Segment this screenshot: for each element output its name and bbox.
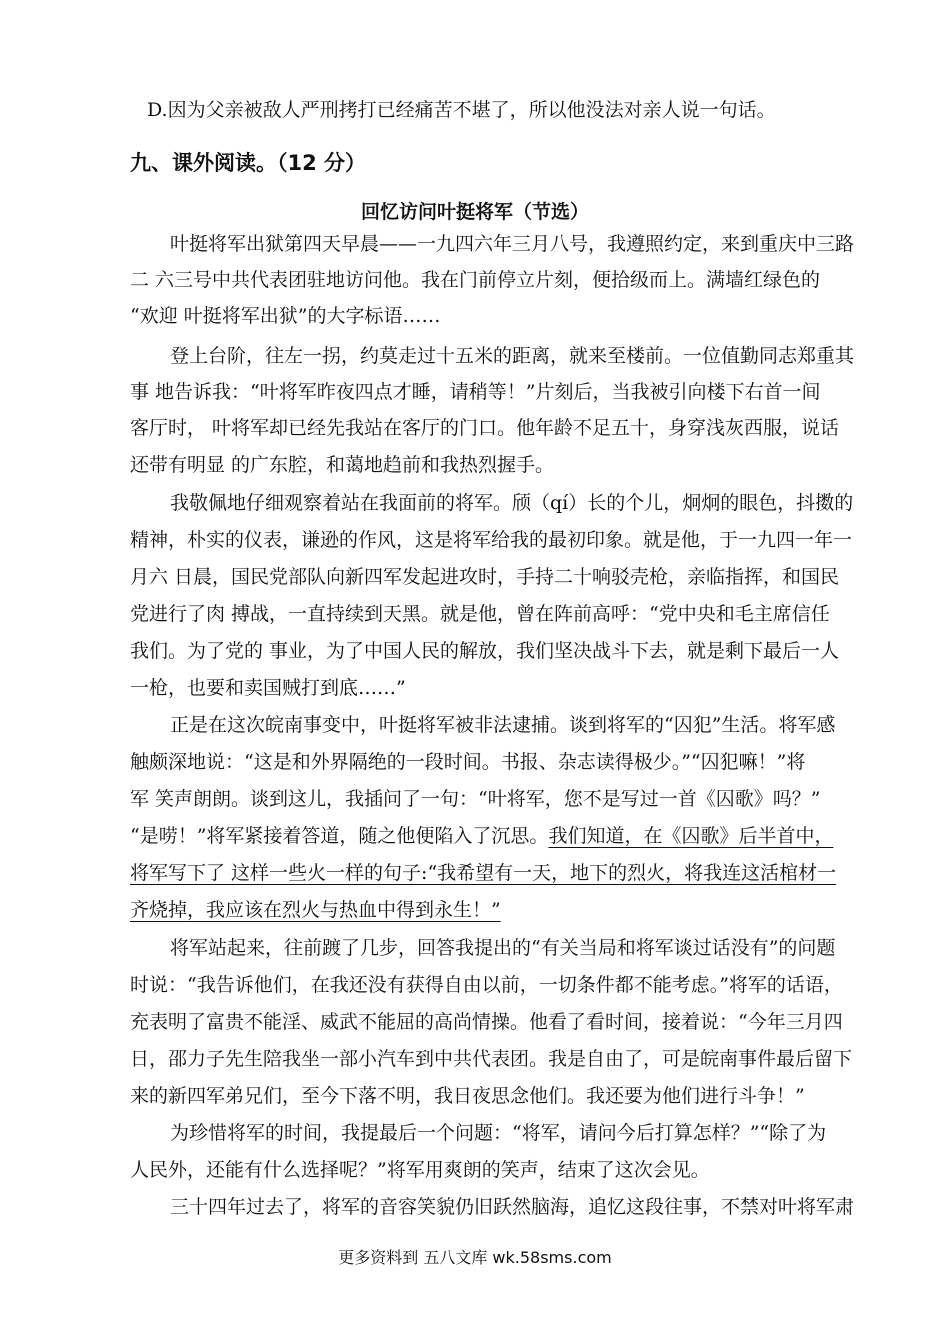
text-line: 我敬佩地仔细观察着站在我面前的将军。颀（qí）长的个儿，炯炯的眼色，抖擞的 (170, 492, 854, 514)
text-line: 一枪，也要和卖国贼打到底……” (130, 677, 406, 699)
text-line: 触颇深地说：“这是和外界隔绝的一段时间。书报、杂志读得极少。”“囚犯嘛！”将 (130, 751, 806, 773)
text-line: 叶挺将军出狱第四天早晨——一九四六年三月八号，我遵照约定，来到重庆中三路 (170, 233, 855, 255)
text-line: 将军站起来，往前踱了几步，回答我提出的“有关当局和将军谈过话没有”的问题 (170, 937, 836, 959)
text-line: 党进行了肉 搏战，一直持续到天黑。就是他，曾在阵前高呼：“党中央和毛主席信任 (130, 603, 830, 625)
text-line: “欢迎 叶挺将军出狱”的大字标语…… (130, 305, 441, 327)
footer-text: 更多资料到 五八文库 wk.58sms.com (338, 1248, 612, 1267)
text-line: 人民外，还能有什么选择呢？”将军用爽朗的笑声，结束了这次会见。 (130, 1159, 710, 1181)
text-line: 充表明了富贵不能淫、威武不能屈的高尚情操。他看了看时间，接着说：“今年三月四 (130, 1011, 843, 1033)
text-line: 精神，朴实的仪表，谦逊的作风，这是将军给我的最初印象。就是他，于一九四一年一 (130, 529, 853, 551)
underlined-sentence: 我们知道，在《囚歌》后半首中， (548, 825, 834, 847)
text-line: 正是在这次皖南事变中，叶挺将军被非法逮捕。谈到将军的“囚犯”生活。将军感 (170, 714, 836, 736)
underlined-sentence: 齐烧掉，我应该在烈火与热血中得到永生！” (130, 899, 501, 921)
text-line: 登上台阶，往左一拐，约莫走过十五米的距离，就来至楼前。一位值勤同志郑重其 (170, 345, 855, 367)
text-line: 时说：“我告诉他们，在我还没有获得自由以前，一切条件都不能考虑。”将军的话语， (130, 974, 843, 996)
text-line: 事 地告诉我：“叶将军昨夜四点才睡，请稍等！”片刻后，当我被引向楼下右首一间 (130, 381, 821, 403)
text-line: 我们。为了党的 事业，为了中国人民的解放，我们坚决战斗下去，就是剩下最后一人 (130, 640, 840, 662)
text-line: 为珍惜将军的时间，我提最后一个问题：“将军，请问今后打算怎样？”“除了为 (170, 1122, 827, 1144)
text-line (130, 821, 860, 851)
text-line: 二 六三号中共代表团驻地访问他。我在门前停立片刻，便拾级而上。满墙红绿色的 (130, 269, 821, 291)
article-title: 回忆访问叶挺将军（节选） (360, 201, 589, 223)
text-line: 三十四年过去了，将军的音容笑貌仍旧跃然脑海，追忆这段往事，不禁对叶将军肃 (170, 1196, 855, 1218)
text-line: 军 笑声朗朗。谈到这儿，我插问了一句：“叶将军，您不是写过一首《囚歌》吗？” (130, 788, 821, 810)
text-line: 月六 日晨，国民党部队向新四军发起进攻时，手持二十响驳壳枪，亲临指挥，和国民 (130, 566, 840, 588)
text-line: 来的新四军弟兄们，至今下落不明，我日夜思念他们。我还要为他们进行斗争！” (130, 1085, 805, 1107)
answer-option-d: D.因为父亲被敌人严刑拷打已经痛苦不堪了，所以他没法对亲人说一句话。 (147, 99, 776, 121)
underlined-sentence: 将军写下了 这样一些火一样的句子:“我希望有一天，地下的烈火，将我连这活棺材一 (130, 862, 837, 884)
text-line: 客厅时， 叶将军却已经先我站在客厅的门口。他年龄不足五十，身穿浅灰西服，说话 (130, 417, 840, 439)
text-line: 日，邵力子先生陪我坐一部小汽车到中共代表团。我是自由了，可是皖南事件最后留下 (130, 1048, 853, 1070)
section-heading: 九、课外阅读。（12 分） (130, 151, 367, 175)
text-line: 还带有明显 的广东腔，和蔼地趋前和我热烈握手。 (130, 454, 555, 476)
text-segment: “是唠！”将军紧接着答道，随之他便陷入了沉思。 (130, 825, 549, 847)
